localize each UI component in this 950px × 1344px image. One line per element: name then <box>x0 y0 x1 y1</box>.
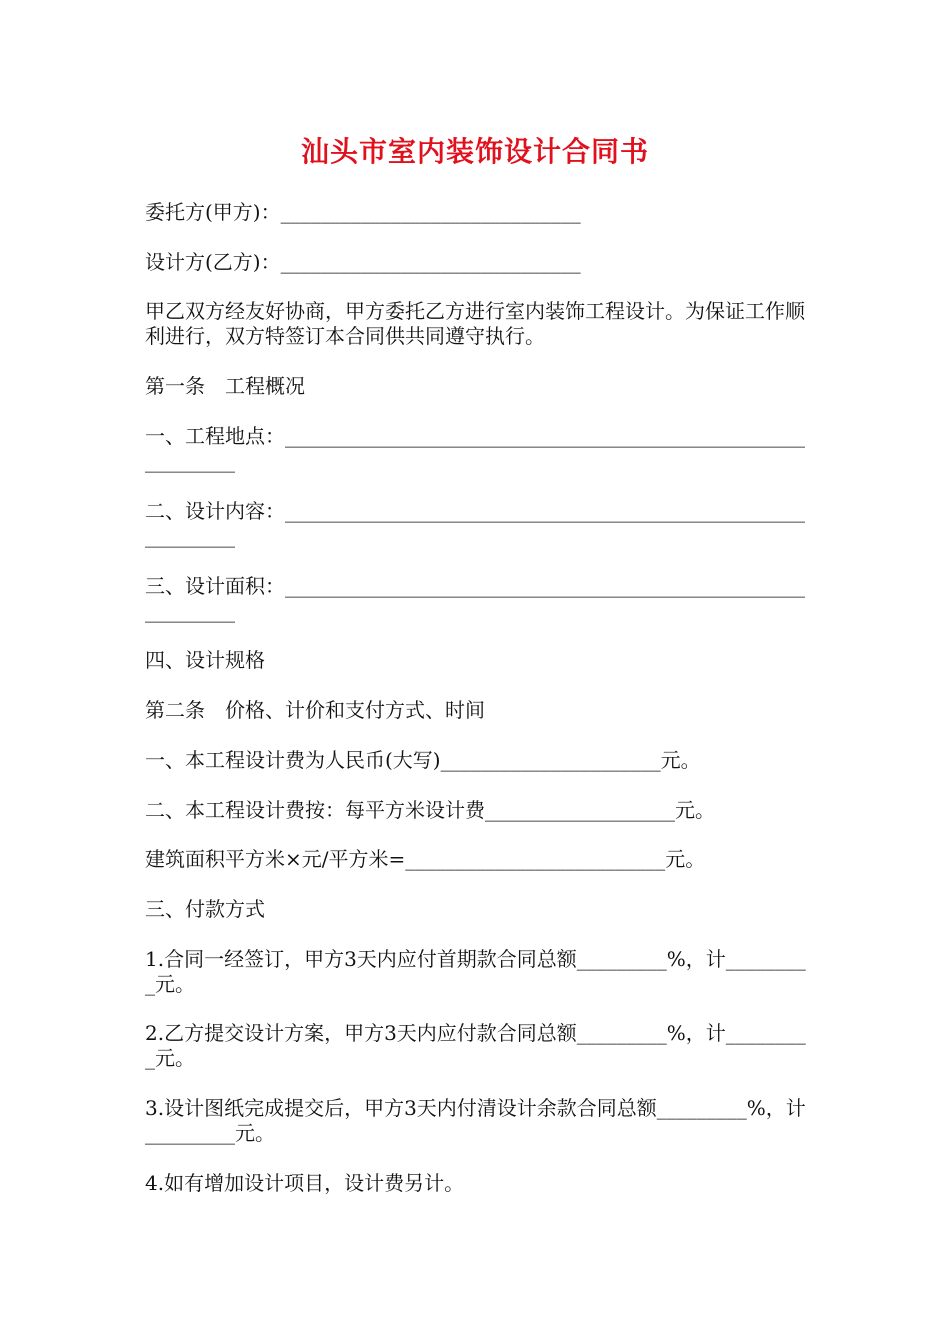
preamble-paragraph: 甲乙双方经友好协商，甲方委托乙方进行室内装饰工程设计。为保证工作顺利进行，双方特签订本合同供共同遵守执行。 <box>145 299 805 348</box>
design-fee-per-sqm-line: 二、本工程设计费按：每平方米设计费___________________元。 <box>145 798 715 822</box>
payment-item-3: 3.设计图纸完成提交后，甲方3天内付清设计余款合同总额_________%，计_________元。 <box>145 1096 806 1145</box>
building-area-formula-line: 建筑面积平方米×元/平方米=__________________________元。 <box>145 847 706 871</box>
designer-party-line: 设计方(乙方)：______________________________ <box>145 250 581 274</box>
design-content-line: 二、设计内容：_____________________________________________________________ <box>145 499 805 548</box>
payment-item-1: 1.合同一经签订，甲方3天内应付首期款合同总额_________%，计_________元。 <box>145 947 806 996</box>
client-party-line: 委托方(甲方)：______________________________ <box>145 200 581 224</box>
design-area-line: 三、设计面积：_____________________________________________________________ <box>145 574 805 623</box>
payment-item-4: 4.如有增加设计项目，设计费另计。 <box>145 1171 465 1195</box>
article-2-heading: 第二条 价格、计价和支付方式、时间 <box>145 698 485 722</box>
document-title: 汕头市室内装饰设计合同书 <box>300 135 649 168</box>
project-location-line: 一、工程地点：_____________________________________________________________ <box>145 424 805 473</box>
payment-method-heading: 三、付款方式 <box>145 897 265 921</box>
payment-item-2: 2.乙方提交设计方案，甲方3天内应付款合同总额_________%，计_________元。 <box>145 1021 806 1070</box>
design-fee-total-line: 一、本工程设计费为人民币(大写)______________________元。 <box>145 748 701 772</box>
design-spec-heading: 四、设计规格 <box>145 648 265 672</box>
article-1-heading: 第一条 工程概况 <box>145 374 305 398</box>
